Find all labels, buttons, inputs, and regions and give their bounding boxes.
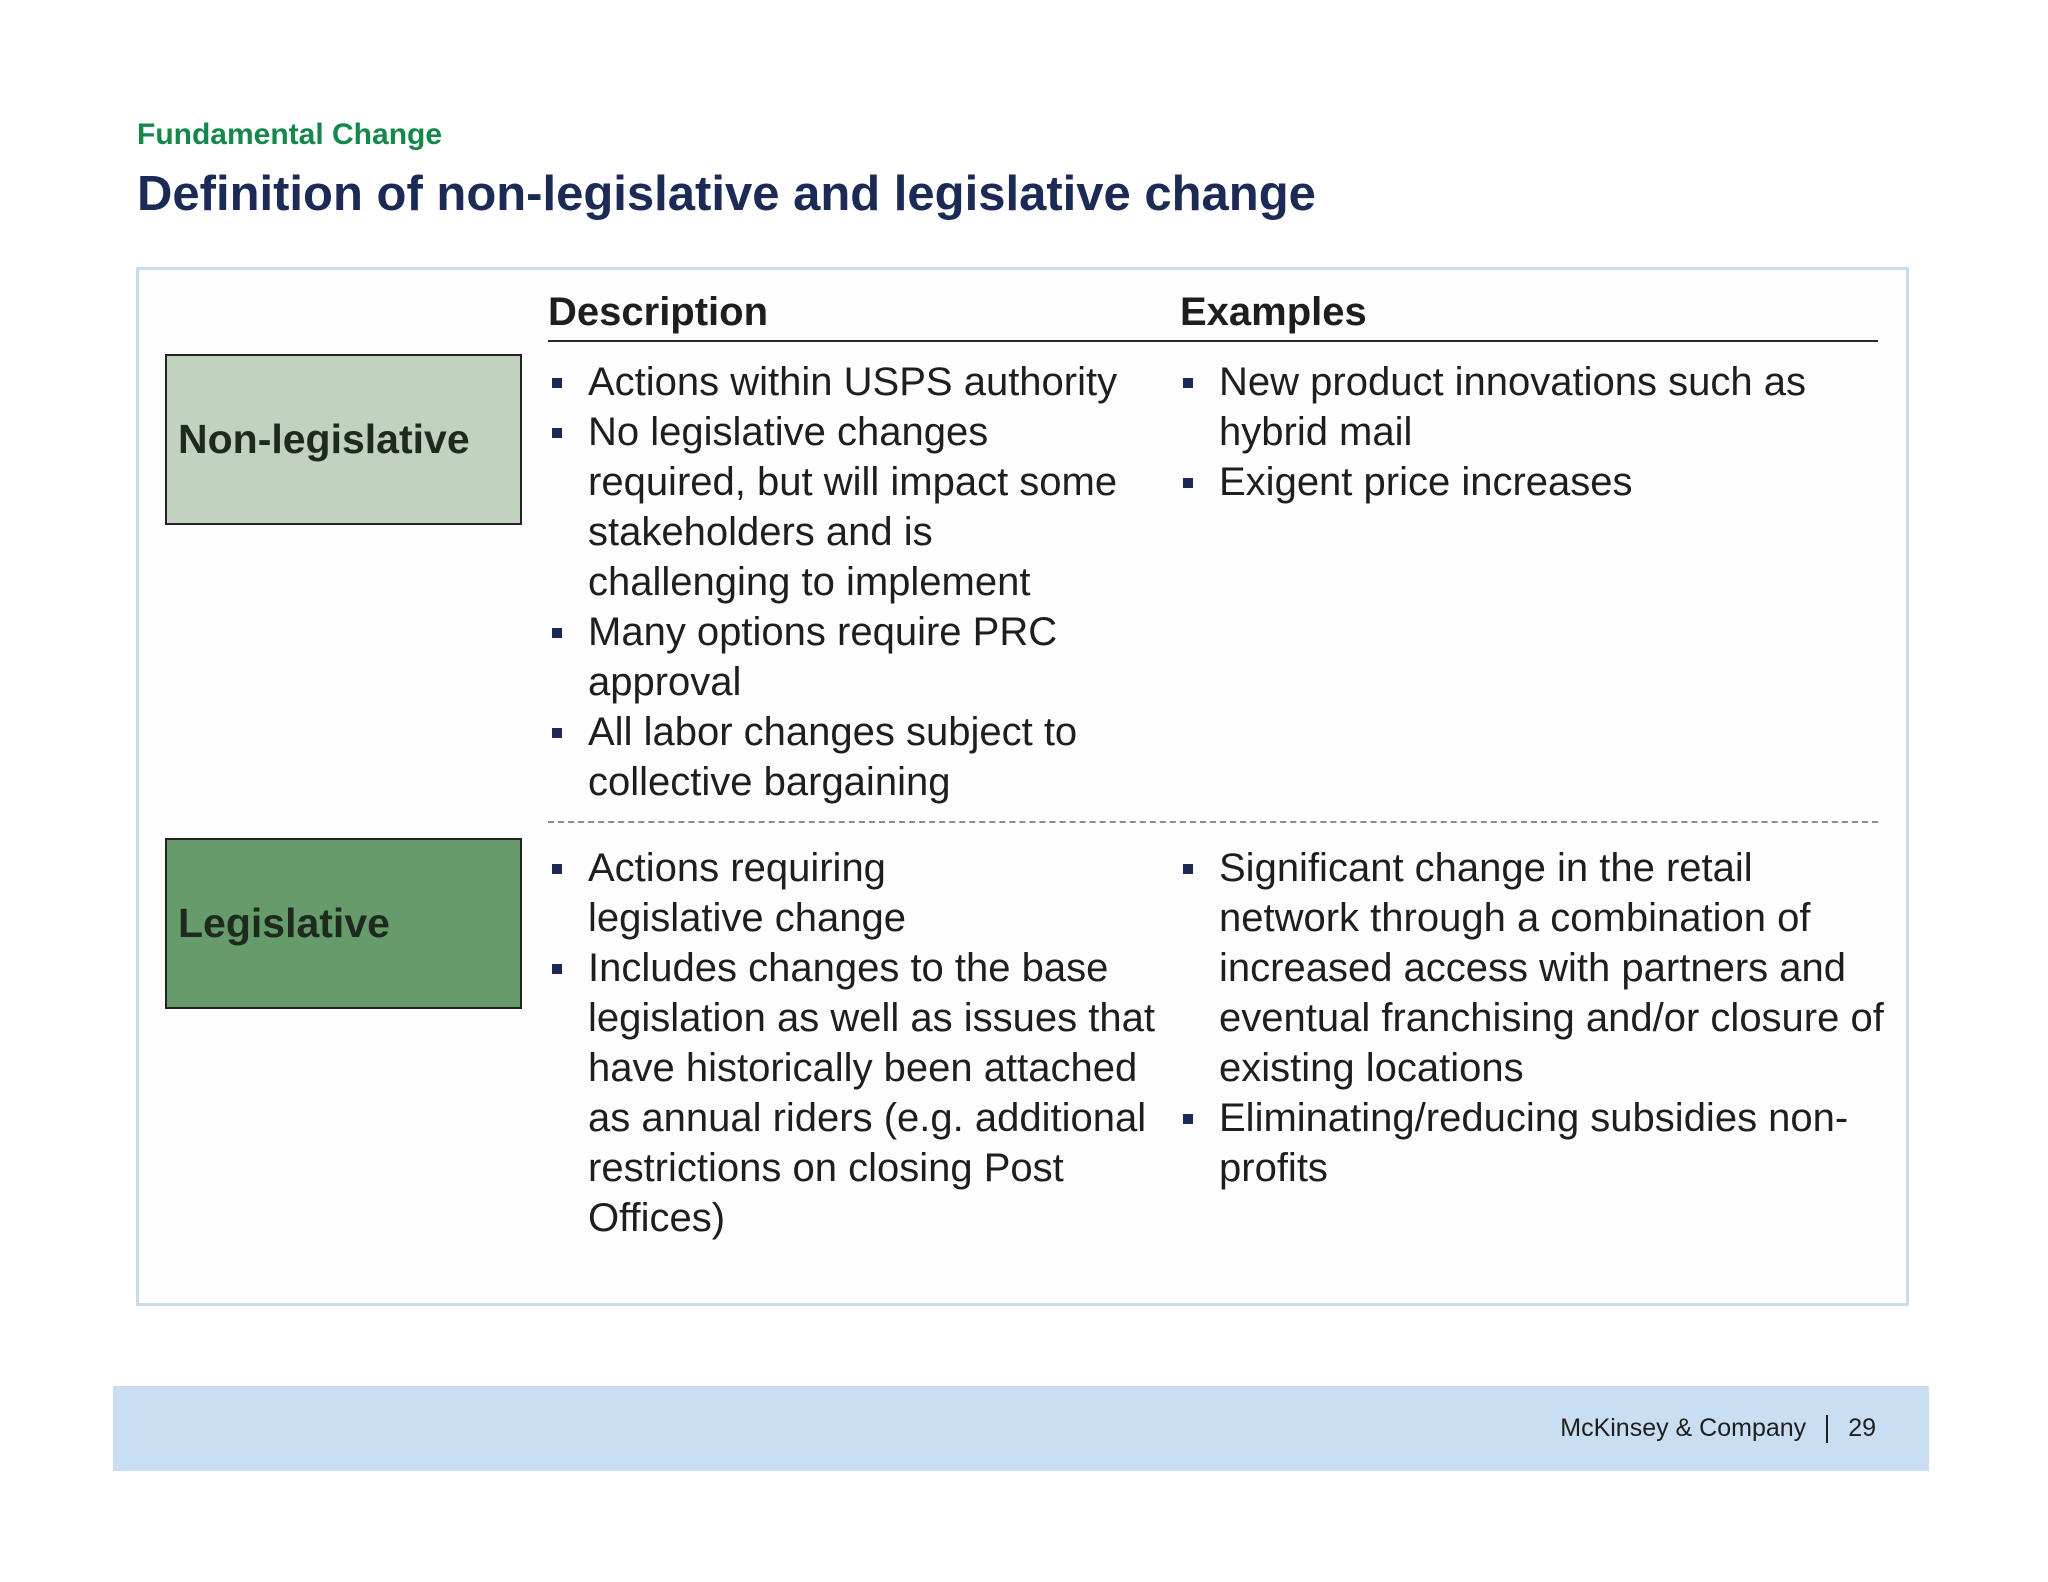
examples-list-legislative: [1181, 843, 1884, 1193]
header-rule: [548, 340, 1878, 342]
category-box-non-legislative: [165, 354, 522, 525]
column-header-description: Description: [548, 290, 769, 334]
description-list-non-legislative: [550, 357, 1150, 807]
section-kicker: Fundamental Change: [137, 118, 443, 151]
list-item: Includes changes to the base legislation as well as issues that have historically been attached as annual riders (e.g. additional restrictions on closing Post Offices): [550, 943, 1188, 1243]
category-box-legislative: [165, 838, 522, 1009]
list-item: New product innovations such as hybrid mail: [1181, 357, 1859, 457]
list-item: Actions requiring legislative change: [550, 843, 988, 943]
category-label: Non-legislative: [178, 416, 470, 462]
company-name: McKinsey & Company: [1560, 1414, 1807, 1442]
page-title: Definition of non-legislative and legislative change: [137, 167, 1316, 221]
description-list-legislative: [550, 843, 1180, 1243]
footer-divider: [1826, 1415, 1828, 1443]
list-item: Significant change in the retail network through a combination of increased access with partners and eventual franchising and/or closure of existing locations: [1181, 843, 1889, 1093]
list-item: No legislative changes required, but will impact some stakeholders and is challenging to implement: [550, 407, 1133, 607]
list-item: Exigent price increases: [1181, 457, 1841, 507]
examples-list-non-legislative: [1181, 357, 1841, 507]
list-item: Many options require PRC approval: [550, 607, 1108, 707]
list-item: All labor changes subject to collective bargaining: [550, 707, 1148, 807]
footer: [1560, 1414, 1876, 1443]
list-item: Actions within USPS authority: [550, 357, 1150, 407]
row-separator: [548, 821, 1878, 823]
column-header-examples: Examples: [1180, 290, 1367, 334]
list-item: Eliminating/reducing subsidies non-profits: [1181, 1093, 1889, 1193]
category-label: Legislative: [178, 900, 390, 946]
page-number: 29: [1848, 1414, 1876, 1442]
